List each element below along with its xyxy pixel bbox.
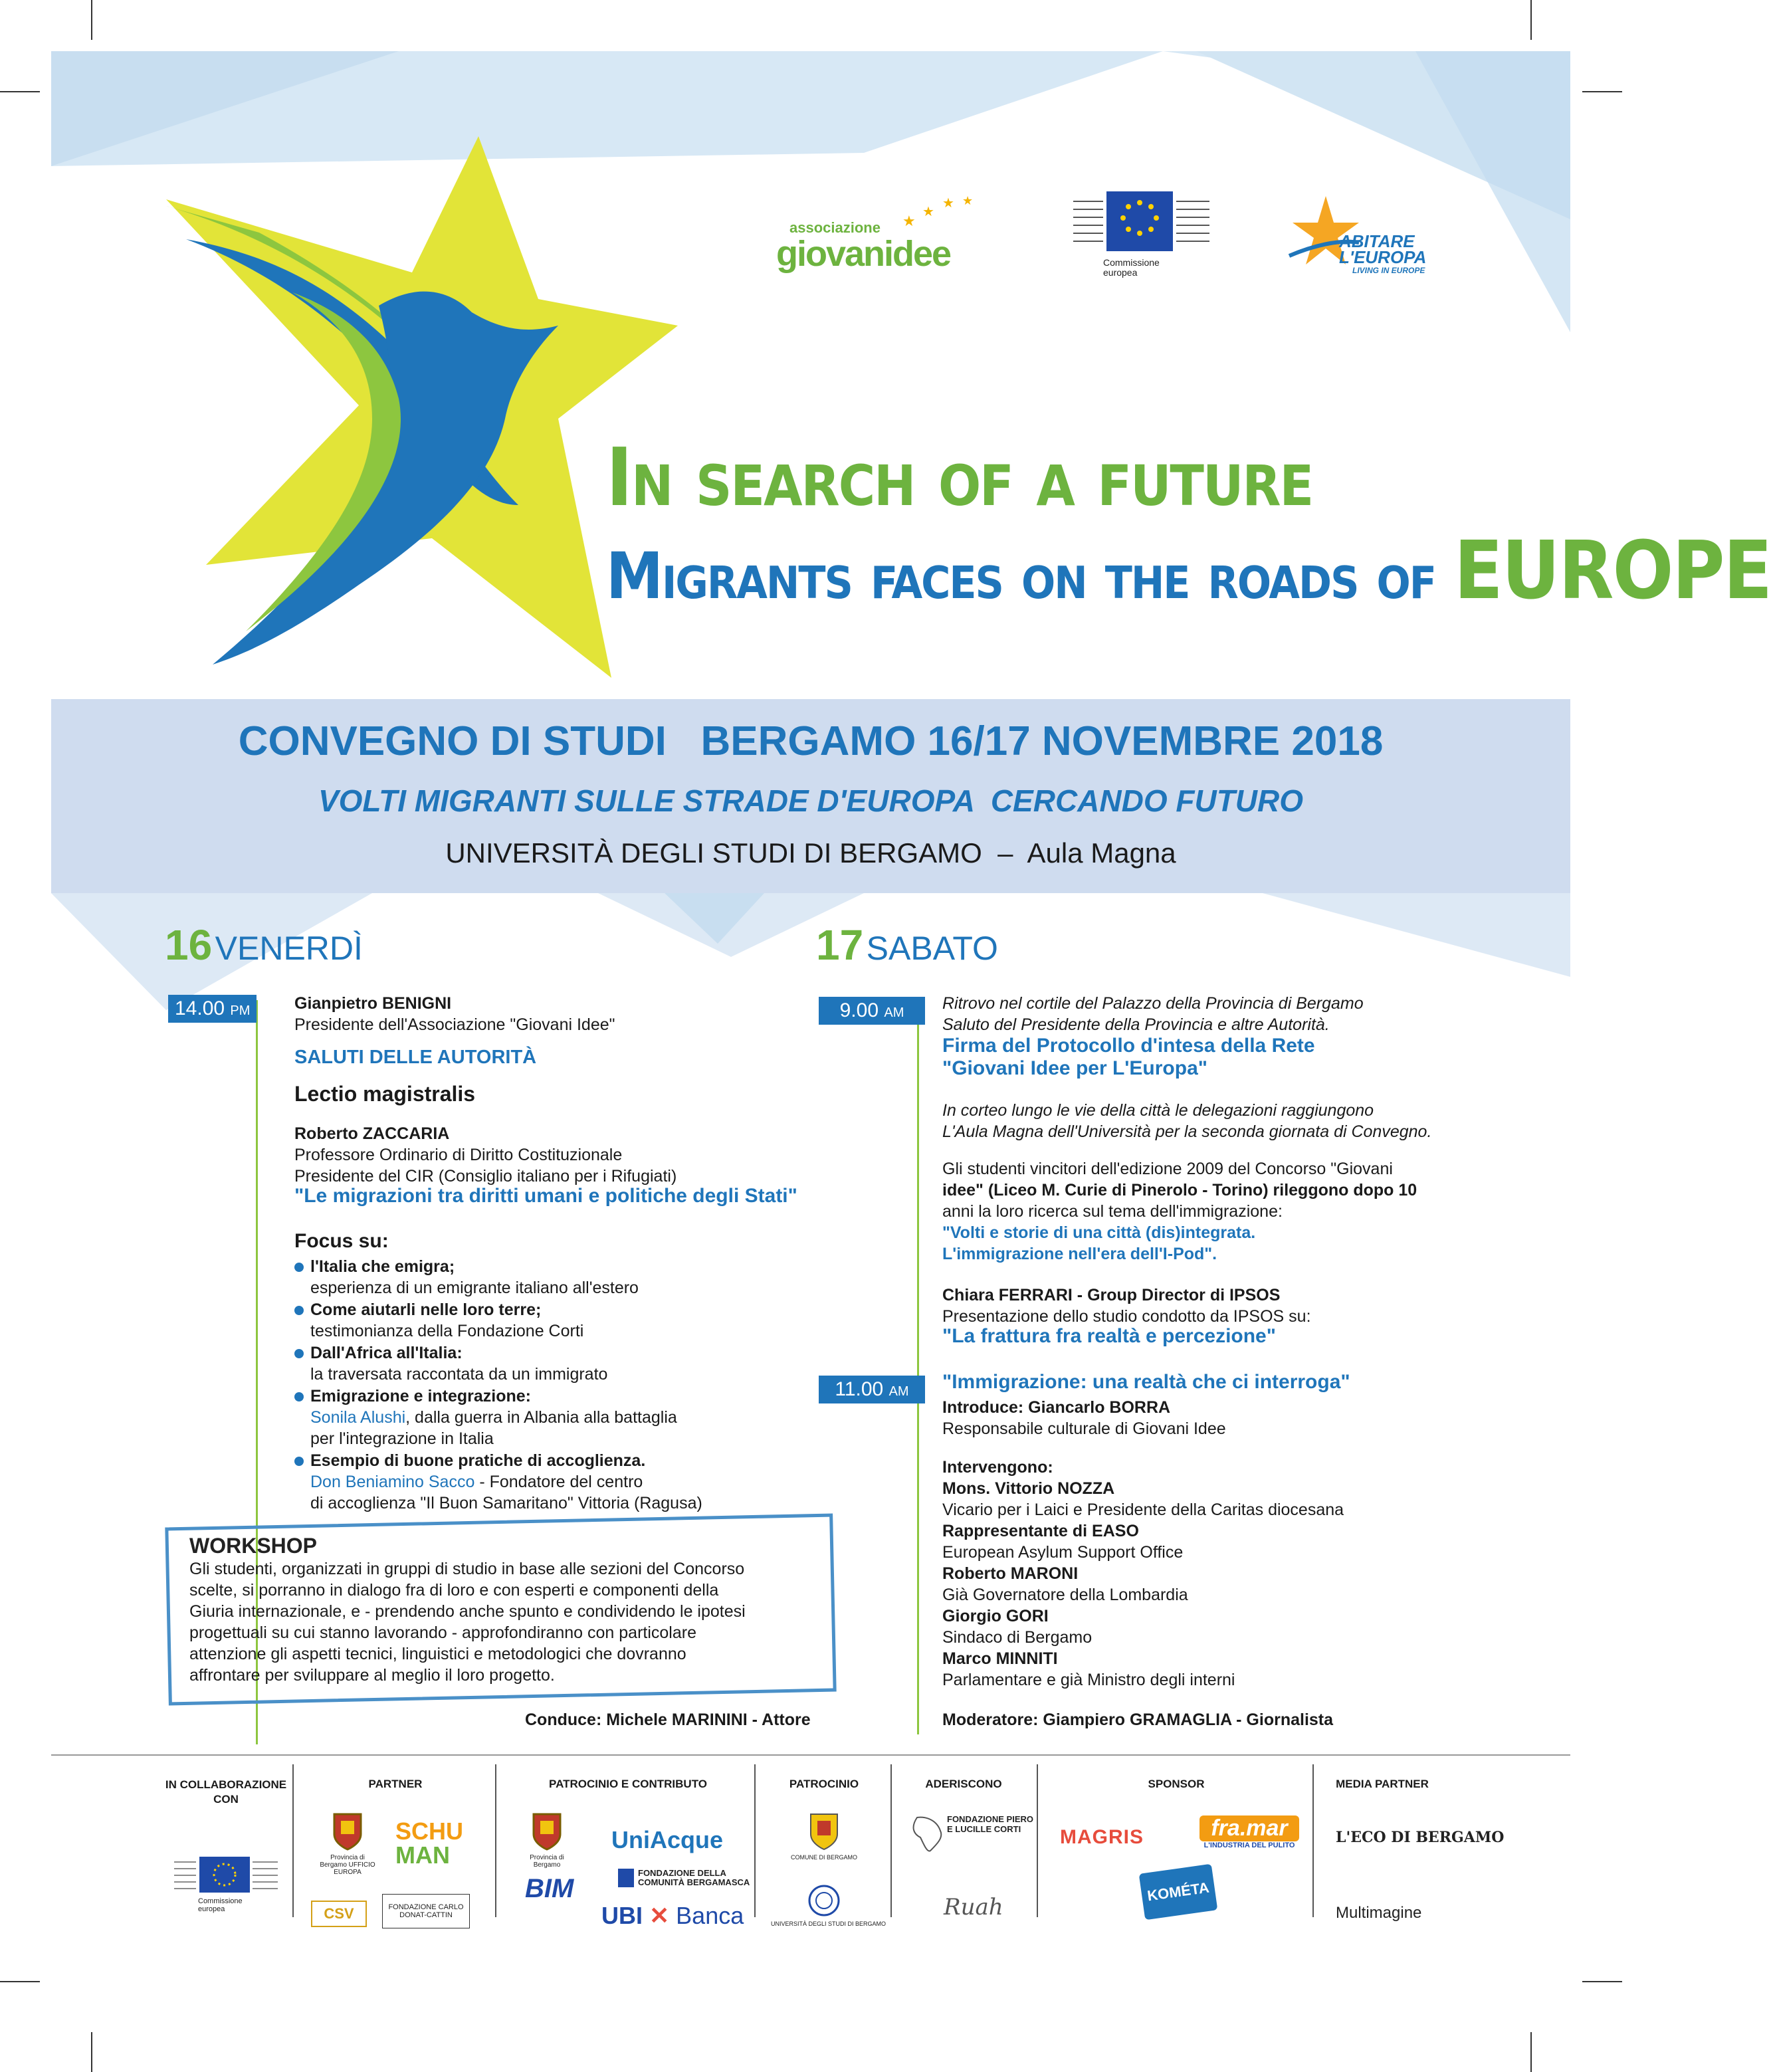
ec-logo-label: Commissione europea	[1103, 257, 1160, 278]
focus-item-desc2: di accoglienza "Il Buon Samaritano" Vittoria (Ragusa)	[310, 1494, 702, 1512]
abitare-line2: L'EUROPA	[1339, 247, 1427, 267]
day1-lectio: Lectio magistralis	[294, 1082, 476, 1106]
footer-header-sponsor: SPONSOR	[1148, 1778, 1205, 1790]
footer-comune-logo	[791, 1811, 857, 1861]
focus-item-2	[294, 1299, 583, 1342]
footer-header-patrocinio: PATROCINIO	[789, 1778, 859, 1790]
speaker-name: Roberto MARONI	[942, 1564, 1079, 1583]
day2-name: SABATO	[866, 930, 998, 967]
speaker-name: Rappresentante di EASO	[942, 1522, 1139, 1540]
university-seal-icon	[807, 1884, 841, 1917]
coat-of-arms-icon	[530, 1811, 564, 1851]
abitare-line1: ABITARE	[1339, 231, 1415, 251]
footer-banca-text: Banca	[676, 1902, 744, 1929]
crop-mark	[1530, 2032, 1532, 2072]
speaker-role: Sindaco di Bergamo	[942, 1628, 1093, 1647]
ec-building-flag-icon	[1070, 188, 1213, 255]
workshop-line-2: scelte, si porranno in dialogo fra di loro e con esperti e componenti della	[189, 1581, 719, 1600]
speaker-role: European Asylum Support Office	[942, 1543, 1184, 1562]
footer-provincia-label: Provincia di Bergamo	[530, 1854, 564, 1869]
footer-csv-logo: CSV	[311, 1901, 367, 1927]
day2-time2-suffix: AM	[888, 1384, 909, 1399]
day2-presentazione: Presentazione dello studio condotto da IPSOS su:	[942, 1307, 1311, 1326]
title-line2-end: EUROPE	[1454, 525, 1771, 617]
workshop-line-5: attenzione gli aspetti tecnici, linguistici e metodologici che dovranno	[189, 1645, 686, 1663]
footer-fondazione-comunita-logo: FONDAZIONE DELLA COMUNITÀ BERGAMASCA	[618, 1869, 751, 1887]
footer-separator	[890, 1764, 892, 1917]
day2-frattura: "La frattura fra realtà e percezione"	[942, 1325, 1276, 1347]
focus-item-desc: esperienza di un emigrante italiano all'estero	[310, 1279, 639, 1297]
footer-separator	[1312, 1764, 1314, 1917]
footer-header-aderiscono: ADERISCONO	[925, 1778, 1002, 1790]
day2-corteo2: L'Aula Magna dell'Università per la seconda giornata di Convegno.	[942, 1122, 1432, 1141]
event-subtitle: VOLTI MIGRANTI SULLE STRADE D'EUROPA CERCANDO FUTURO	[318, 783, 1304, 818]
day2-firma1: Firma del Protocollo d'intesa della Rete	[942, 1035, 1315, 1057]
ec-flag-icon	[173, 1854, 279, 1894]
giovani-idee-logo	[776, 194, 982, 274]
focus-item-title: Dall'Africa all'Italia:	[310, 1344, 463, 1362]
focus-item-3	[294, 1342, 607, 1385]
footer-uniacque-logo: UniAcque	[611, 1826, 724, 1853]
footer-framar-sub: L'INDUSTRIA DEL PULITO	[1203, 1841, 1295, 1849]
day2-chiara: Chiara FERRARI - Group Director di IPSOS	[942, 1286, 1281, 1304]
day1-speaker: Gianpietro BENIGNI	[294, 994, 452, 1013]
day2-moderatore: Moderatore: Giampiero GRAMAGLIA - Giornalista	[942, 1710, 1334, 1729]
day2-introduce-role: Responsabile culturale di Giovani Idee	[942, 1419, 1226, 1438]
footer-ubi-logo: UBI ✕ Banca	[601, 1902, 744, 1929]
day1-time-badge	[168, 995, 257, 1023]
footer-divider	[51, 1754, 1570, 1756]
footer-header-text: CON	[213, 1793, 239, 1806]
workshop-line-1: Gli studenti, organizzati in gruppi di studio in base alle sezioni del Concorso	[189, 1560, 745, 1578]
footer-separator	[292, 1764, 294, 1917]
footer-separator	[754, 1764, 756, 1917]
day2-number: 17	[816, 921, 864, 969]
day1-lectio-role2: Presidente del CIR (Consiglio italiano per i Rifugiati)	[294, 1167, 677, 1186]
footer-universita-logo	[771, 1884, 886, 1927]
svg-text:★: ★	[942, 196, 954, 211]
focus-item-4	[294, 1386, 677, 1449]
speaker-name: Mons. Vittorio NOZZA	[942, 1479, 1115, 1498]
title-line2-start: Migrants faces on the roads of	[606, 539, 1454, 613]
day2-firma2: "Giovani Idee per L'Europa"	[942, 1057, 1207, 1079]
european-commission-logo	[1070, 188, 1213, 278]
giovani-idee-logo-line2: giovanidee	[776, 234, 951, 274]
bullet-icon	[294, 1457, 304, 1466]
focus-item-desc: testimonianza della Fondazione Corti	[310, 1322, 584, 1340]
day2-time1: 9.00	[839, 999, 879, 1021]
crop-mark	[1582, 1981, 1622, 1982]
footer-donat-cattin-logo: FONDAZIONE CARLO DONAT-CATTIN	[382, 1894, 470, 1928]
day2-heading	[816, 920, 998, 970]
focus-item-desc: , dalla guerra in Albania alla battaglia	[405, 1408, 677, 1427]
event-venue: UNIVERSITÀ DEGLI STUDI DI BERGAMO – Aula Magna	[445, 837, 1176, 869]
speaker-name: Marco MINNITI	[942, 1649, 1058, 1668]
footer-provincia-ue-label: Provincia di Bergamo UFFICIO EUROPA	[320, 1854, 375, 1876]
focus-item-title: Come aiutarli nelle loro terre;	[310, 1300, 542, 1319]
footer-ec-logo	[173, 1854, 279, 1913]
day1-speaker-role: Presidente dell'Associazione "Giovani Idee"	[294, 1015, 615, 1034]
workshop-title: WORKSHOP	[189, 1534, 317, 1558]
footer-header-text: IN COLLABORAZIONE	[165, 1778, 287, 1791]
footer-provincia-ue-logo	[318, 1811, 377, 1876]
footer-header-media: MEDIA PARTNER	[1336, 1778, 1429, 1790]
workshop-line-6: affrontare per sviluppare al meglio il loro progetto.	[189, 1666, 555, 1685]
day1-lectio-speaker: Roberto ZACCARIA	[294, 1124, 450, 1143]
focus-item-title: Emigrazione e integrazione:	[310, 1387, 532, 1405]
day2-corteo1: In corteo lungo le vie della città le delegazioni raggiungono	[942, 1101, 1374, 1120]
footer-corti-logo	[907, 1814, 1033, 1834]
africa-outline-icon	[907, 1814, 947, 1854]
footer-kometa-logo: KOMÉTA	[1139, 1864, 1218, 1920]
footer-multimagine-logo: Multimagine	[1336, 1904, 1422, 1922]
focus-item-highlight: Sonila Alushi	[310, 1408, 406, 1427]
focus-item-highlight: Don Beniamino Sacco	[310, 1473, 475, 1491]
day2-studenti2: idee" (Liceo M. Curie di Pinerolo - Torino) rileggono dopo 10	[942, 1181, 1417, 1199]
speaker-role: Già Governatore della Lombardia	[942, 1586, 1188, 1604]
footer-corti-label: FONDAZIONE PIERO E LUCILLE CORTI	[947, 1814, 1034, 1834]
day1-lectio-role1: Professore Ordinario di Diritto Costituzionale	[294, 1146, 623, 1164]
speaker-name: Giorgio GORI	[942, 1607, 1049, 1625]
title-line1: In search of a future	[606, 432, 1313, 524]
day2-studenti3: anni la loro ricerca sul tema dell'immigrazione:	[942, 1202, 1283, 1221]
footer-schuman-line2: MAN	[395, 1841, 450, 1869]
footer-framar-text: fra.mar	[1199, 1815, 1299, 1841]
day2-time2: 11.00	[835, 1378, 884, 1400]
footer-comune-label: COMUNE DI BERGAMO	[791, 1854, 858, 1861]
svg-text:★: ★	[902, 213, 916, 229]
day2-volti2: L'immigrazione nell'era dell'I-Pod".	[942, 1245, 1217, 1263]
day1-time: 14.00	[175, 997, 225, 1019]
speaker-role: Parlamentare e già Ministro degli interni	[942, 1671, 1235, 1689]
bullet-icon	[294, 1392, 304, 1401]
day2-introduce: Introduce: Giancarlo BORRA	[942, 1398, 1171, 1417]
day2-studenti1: Gli studenti vincitori dell'edizione 2009 del Concorso "Giovani	[942, 1160, 1393, 1178]
focus-item-title: Esempio di buone pratiche di accoglienza.	[310, 1451, 646, 1470]
day2-time2-badge	[819, 1376, 925, 1403]
footer-header-collaborazione	[159, 1778, 292, 1807]
footer-schuman-line1: SCHU	[395, 1817, 464, 1845]
focus-item-title: l'Italia che emigra;	[310, 1257, 455, 1276]
svg-text:★: ★	[922, 205, 934, 219]
footer-eco-logo: L'ECO DI BERGAMO	[1336, 1829, 1505, 1846]
day1-name: VENERDÌ	[215, 930, 363, 967]
footer-magris-logo: MAGRIS	[1060, 1826, 1144, 1848]
footer-ec-label: Commissione europea	[198, 1897, 243, 1913]
day2-volti1: "Volti e storie di una città (dis)integrata.	[942, 1223, 1256, 1242]
footer-provincia-logo	[517, 1811, 577, 1869]
footer-framar-logo	[1199, 1815, 1299, 1849]
day2-ritrovo2: Saluto del Presidente della Provincia e altre Autorità.	[942, 1015, 1330, 1034]
crop-mark	[91, 2032, 92, 2072]
focus-item-desc: la traversata raccontata da un immigrato	[310, 1365, 608, 1384]
footer-ubi-text: UBI	[601, 1902, 643, 1929]
day2-intervengono: Intervengono:	[942, 1458, 1053, 1477]
footer-header-partner: PARTNER	[368, 1778, 423, 1790]
day2-time1-suffix: AM	[884, 1005, 904, 1020]
workshop-line-4: progettuali su cui stanno lavorando - approfondiranno con particolare	[189, 1623, 696, 1642]
day2-time1-badge	[819, 997, 925, 1025]
focus-item-desc2: per l'integrazione in Italia	[310, 1429, 494, 1448]
focus-item-5	[294, 1450, 702, 1514]
day1-lectio-title: "Le migrazioni tra diritti umani e politiche degli Stati"	[294, 1185, 797, 1207]
footer-header-patrocinio-contributo: PATROCINIO E CONTRIBUTO	[549, 1778, 707, 1790]
footer-schuman-logo	[395, 1819, 463, 1867]
day1-focus-heading: Focus su:	[294, 1230, 389, 1252]
event-title: CONVEGNO DI STUDI BERGAMO 16/17 NOVEMBRE 2018	[238, 718, 1384, 764]
stars-arc-icon	[902, 193, 982, 233]
day1-time-suffix: PM	[230, 1003, 251, 1018]
bullet-icon	[294, 1349, 304, 1358]
day2-ritrovo1: Ritrovo nel cortile del Palazzo della Provincia di Bergamo	[942, 994, 1364, 1013]
title-line2	[606, 525, 1771, 617]
focus-item-1	[294, 1256, 639, 1298]
workshop-content	[189, 1534, 821, 1686]
day2-timeline	[917, 1003, 919, 1734]
workshop-line-3: Giuria internazionale, e - prendendo anche spunto e condividendo le ipotesi	[189, 1602, 746, 1621]
crop-mark	[0, 1981, 40, 1982]
day1-number: 16	[165, 921, 213, 969]
coat-of-arms-icon	[807, 1811, 841, 1851]
coat-of-arms-icon	[331, 1811, 364, 1851]
day1-conduce: Conduce: Michele MARININI - Attore	[525, 1710, 811, 1729]
focus-item-desc: - Fondatore del centro	[474, 1473, 643, 1491]
footer-ruah-logo: Ruah	[944, 1894, 1003, 1920]
giovani-idee-logo-line1: associazione	[789, 219, 881, 236]
speaker-role: Vicario per i Laici e Presidente della Caritas diocesana	[942, 1501, 1344, 1519]
day1-heading	[165, 920, 363, 970]
svg-text:★: ★	[962, 194, 974, 207]
footer-separator	[1037, 1764, 1038, 1917]
day1-saluti: SALUTI DELLE AUTORITÀ	[294, 1047, 537, 1068]
bullet-icon	[294, 1306, 304, 1315]
bullet-icon	[294, 1263, 304, 1272]
abitare-line3: LIVING IN EUROPE	[1352, 266, 1425, 275]
footer-universita-label: UNIVERSITÀ DEGLI STUDI DI BERGAMO	[771, 1920, 886, 1927]
abitare-europa-logo	[1286, 193, 1445, 279]
day2-immigrazione: "Immigrazione: una realtà che ci interroga"	[942, 1371, 1350, 1393]
footer-separator	[495, 1764, 496, 1917]
footer-bim-logo: BIM	[525, 1874, 574, 1903]
